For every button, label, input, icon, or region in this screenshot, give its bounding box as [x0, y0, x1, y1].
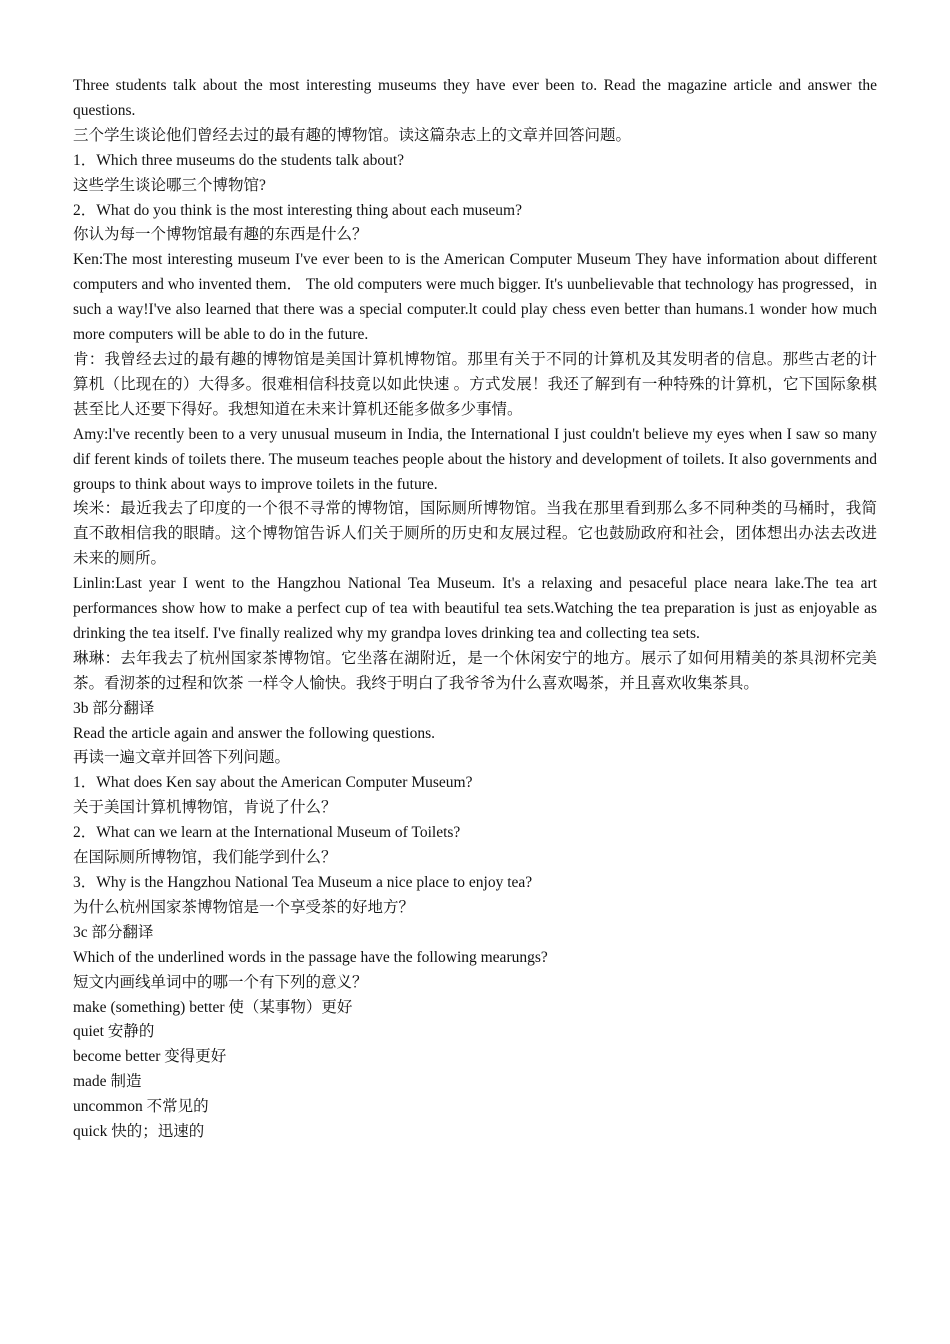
amy-paragraph: Amy:l've recently been to a very unusual museum in India, the International I just couldn't believe my eyes when I saw so many dif ferent kinds of toilets there. The museum teaches people about the history and development of toilets. It also governments and groups to think about ways to improve toilets in the future.: [73, 425, 877, 493]
section-3b-question-1-translation: 关于美国计算机博物馆，肯说了什么？: [73, 799, 337, 817]
vocab-item: made 制造: [73, 1073, 142, 1091]
question-2: 2．What do you think is the most interesting thing about each museum?: [73, 201, 522, 219]
amy-translation: 埃米：最近我去了印度的一个很不寻常的博物馆，国际厕所博物馆。当我在那里看到那么多不同种类的马桶时，我简直不敢相信我的眼睛。这个博物馆告诉人们关于厕所的历史和友展过程。它也鼓励政府和社会，团体想出办法去改进未来的厕所。: [73, 500, 877, 568]
question-2-translation: 你认为每一个博物馆最有趣的东西是什么？: [73, 226, 368, 244]
ken-paragraph: Ken:The most interesting museum I've ever been to is the American Computer Museum They have information about different computers and who invented them． The old computers were much bigger. It's uunbelievable that technology has progressed，in such a way!I've also learned that there was a special computer.lt could play chess even better than humans.1 wonder how much more computers will be able to do in the future.: [73, 251, 877, 344]
vocab-item: quick 快的；迅速的: [73, 1123, 205, 1141]
linlin-translation: 琳琳：去年我去了杭州国家茶博物馆。它坐落在湖附近，是一个休闲安宁的地方。展示了如何用精美的茶具沏杯完美茶。看沏茶的过程和饮茶 一样令人愉快。我终于明白了我爷爷为什么喜欢喝茶，并且喜欢收集茶具。: [73, 649, 877, 692]
vocab-item: make (something) better 使（某事物）更好: [73, 998, 353, 1016]
section-3b-question-1: 1．What does Ken say about the American Computer Museum?: [73, 774, 473, 792]
section-3b-instruction: Read the article again and answer the following questions.: [73, 724, 435, 742]
section-3b-question-2: 2．What can we learn at the International Museum of Toilets?: [73, 824, 461, 842]
linlin-paragraph: Linlin:Last year I went to the Hangzhou National Tea Museum. It's a relaxing and pesaceful place neara lake.The tea art performances show how to make a perfect cup of tea with beautiful tea sets.Watching the tea preparation is just as enjoyable as drinking the tea itself. I've finally realized why my grandpa loves drinking tea and collecting tea sets.: [73, 575, 877, 642]
vocab-item: become better 变得更好: [73, 1048, 227, 1066]
section-3c-instruction-translation: 短文内画线单词中的哪一个有下列的意义？: [73, 973, 368, 991]
section-3b-instruction-translation: 再读一遍文章并回答下列问题。: [73, 749, 291, 767]
section-3b-question-3: 3．Why is the Hangzhou National Tea Museum a nice place to enjoy tea?: [73, 874, 533, 891]
section-3c-heading: 3c 部分翻译: [73, 923, 154, 941]
ken-translation: 肯：我曾经去过的最有趣的博物馆是美国计算机博物馆。那里有关于不同的计算机及其发明者的信息。那些古老的计算机（比现在的）大得多。很难相信科技竟以如此快速 。方式发展！我还了解到有一种特殊的计算机，它下国际象棋甚至比人还要下得好。我想知道在未来计算机还能多做多少事情。: [73, 350, 877, 418]
vocab-item: quiet 安静的: [73, 1023, 155, 1041]
section-3b-question-3-translation: 为什么杭州国家茶博物馆是一个享受茶的好地方？: [73, 898, 415, 916]
vocab-item: uncommon 不常见的: [73, 1098, 209, 1116]
question-1: 1．Which three museums do the students talk about?: [73, 151, 405, 169]
section-3c-instruction: Which of the underlined words in the passage have the following mearungs?: [73, 948, 548, 966]
question-1-translation: 这些学生谈论哪三个博物馆?: [73, 176, 266, 194]
section-3b-heading: 3b 部分翻译: [73, 699, 155, 717]
intro-paragraph: Three students talk about the most interesting museums they have ever been to. Read the magazine article and answer the questions.: [73, 77, 877, 119]
intro-translation: 三个学生谈论他们曾经去过的最有趣的博物馆。读这篇杂志上的文章并回答问题。: [73, 126, 632, 144]
section-3b-question-2-translation: 在国际厕所博物馆，我们能学到什么？: [73, 849, 337, 867]
